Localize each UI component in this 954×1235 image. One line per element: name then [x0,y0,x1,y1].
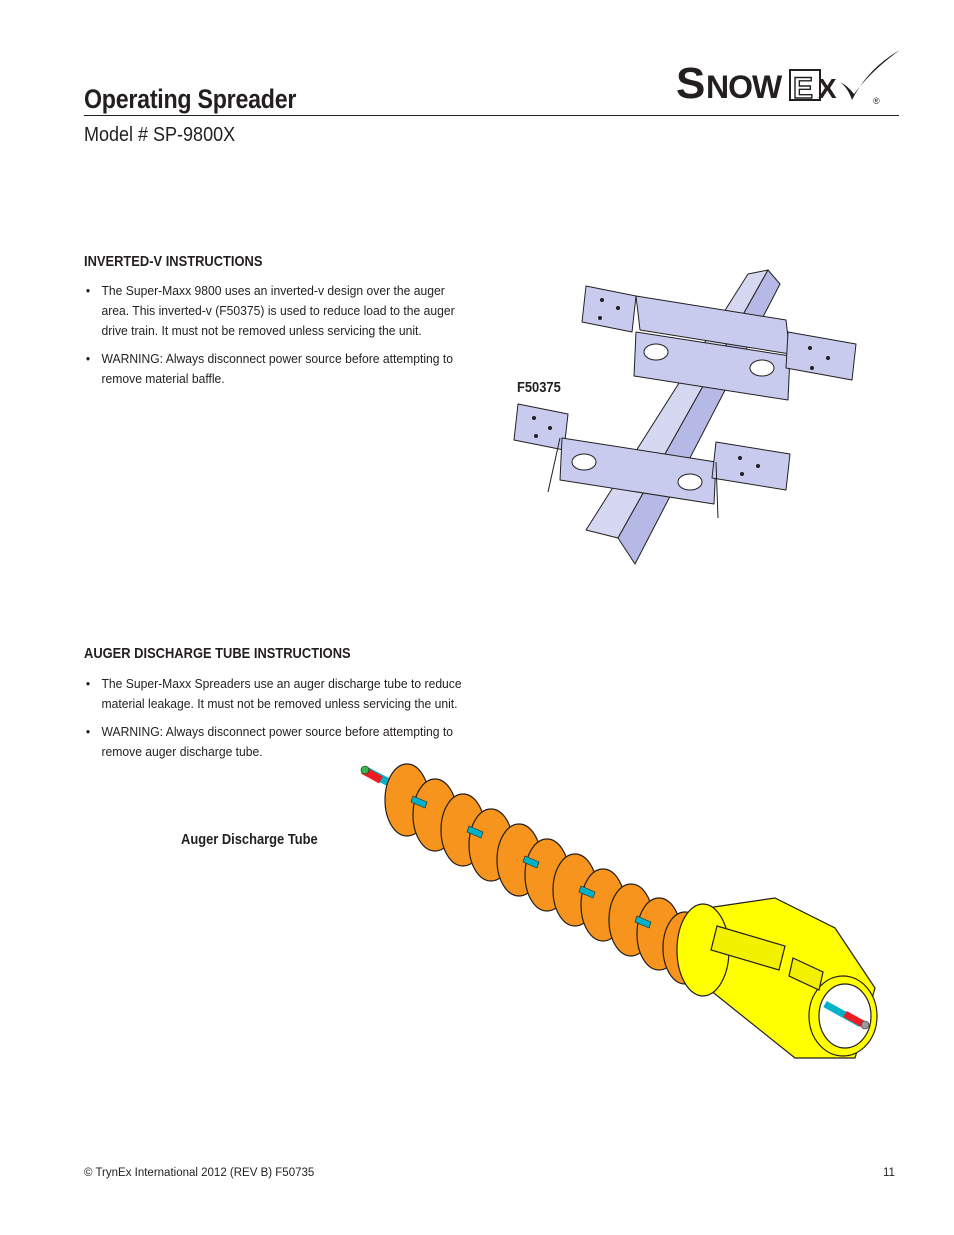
figure-label-f50375: F50375 [517,379,561,396]
figure-label-auger-discharge-tube: Auger Discharge Tube [181,831,318,848]
bullet-text: WARNING: Always disconnect power source before attempting to remove auger discharge tube. [101,724,454,759]
bullet-icon: • [85,283,91,298]
footer-copyright: © TrynEx International 2012 (REV B) F50735 [84,1167,315,1179]
svg-text:E: E [793,72,814,105]
auger-bullet-list [84,674,524,770]
model-number: Model # SP-9800X [84,124,236,146]
bullet-text: The Super-Maxx Spreaders use an auger discharge tube to reduce material leakage. It must not be removed unless servicing the unit. [101,676,462,711]
section-heading-inverted-v: INVERTED-V INSTRUCTIONS [84,253,263,270]
page-number: 11 [883,1167,895,1179]
page-title: Operating Spreader [84,84,297,114]
svg-text:X: X [818,73,837,104]
inverted-v-baffle-illustration [490,268,870,568]
section-heading-auger: AUGER DISCHARGE TUBE INSTRUCTIONS [84,645,351,662]
bullet-text: WARNING: Always disconnect power source before attempting to remove material baffle. [101,351,454,386]
svg-text:NOW: NOW [706,69,782,105]
auger-discharge-tube-illustration [355,758,895,1063]
bullet-icon: • [85,724,91,739]
list-item [84,349,474,389]
bullet-icon: • [85,676,91,691]
list-item [84,281,474,341]
snowex-logo [672,46,902,108]
list-item [84,674,474,714]
bullet-icon: • [85,351,91,366]
bullet-text: The Super-Maxx 9800 uses an inverted-v design over the auger area. This inverted-v (F50375) is used to reduce load to the auger drive train. It must not be removed unless servicing the unit. [101,283,455,338]
inverted-v-bullet-list [84,281,524,397]
svg-text:S: S [676,59,705,108]
registered-mark: ® [873,96,880,106]
header-rule [84,115,899,116]
list-item [84,722,474,762]
